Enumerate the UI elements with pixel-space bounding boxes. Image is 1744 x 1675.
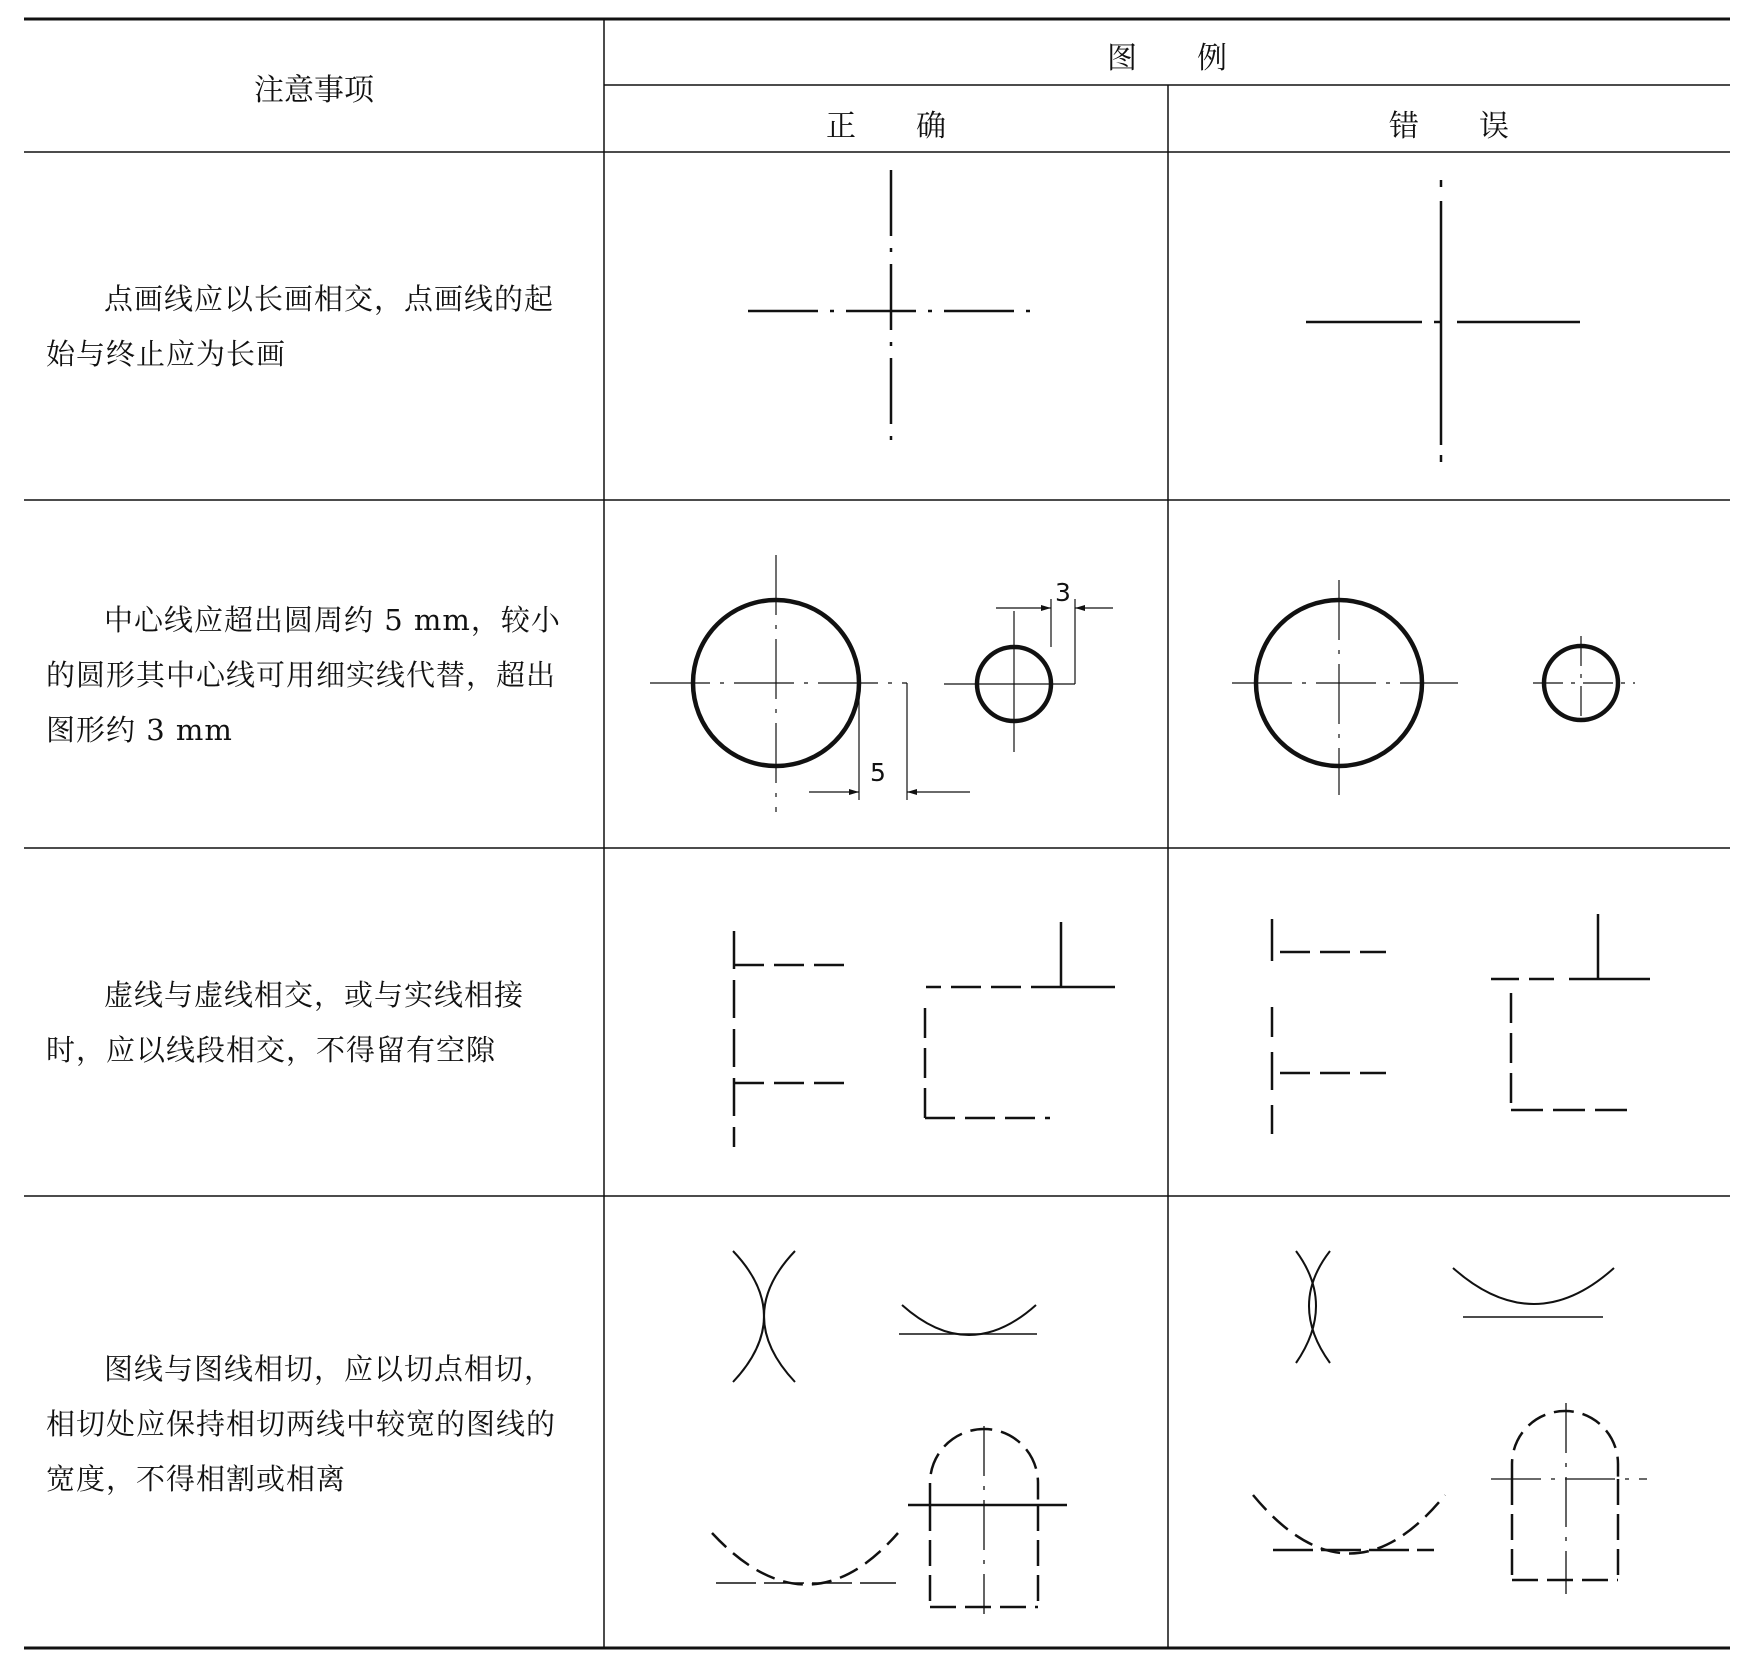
correct-header: 正 确 — [826, 109, 946, 144]
row4-wrong-figure — [1253, 1251, 1647, 1594]
row1-correct-figure — [748, 170, 1030, 452]
row4-correct-figure — [712, 1251, 1067, 1614]
note-row-3: 虚线与虚线相交，或与实线相接时，应以线段相交，不得留有空隙 — [46, 978, 525, 1067]
row3-wrong-figure — [1272, 914, 1650, 1134]
row2-correct-figure — [650, 555, 1113, 812]
note-row-4: 图线与图线相切，应以切点相切，相切处应保持相切两线中较宽的图线的宽度，不得相割或相离 — [46, 1352, 557, 1496]
notes-header: 注意事项 — [254, 73, 374, 108]
note-row-2: 中心线应超出圆周约 5 mm，较小的圆形其中心线可用细实线代替，超出图形约 3 mm — [46, 603, 561, 747]
figure-header: 图 例 — [1107, 41, 1227, 76]
row2-wrong-figure — [1232, 580, 1635, 795]
note-row-1: 点画线应以长画相交，点画线的起始与终止应为长画 — [46, 282, 555, 371]
dim-label-3: 3 — [1055, 578, 1071, 607]
row3-correct-figure — [734, 922, 1115, 1147]
row1-wrong-figure — [1306, 180, 1580, 462]
dim-label-5: 5 — [870, 758, 886, 787]
wrong-header: 错 误 — [1389, 109, 1509, 144]
